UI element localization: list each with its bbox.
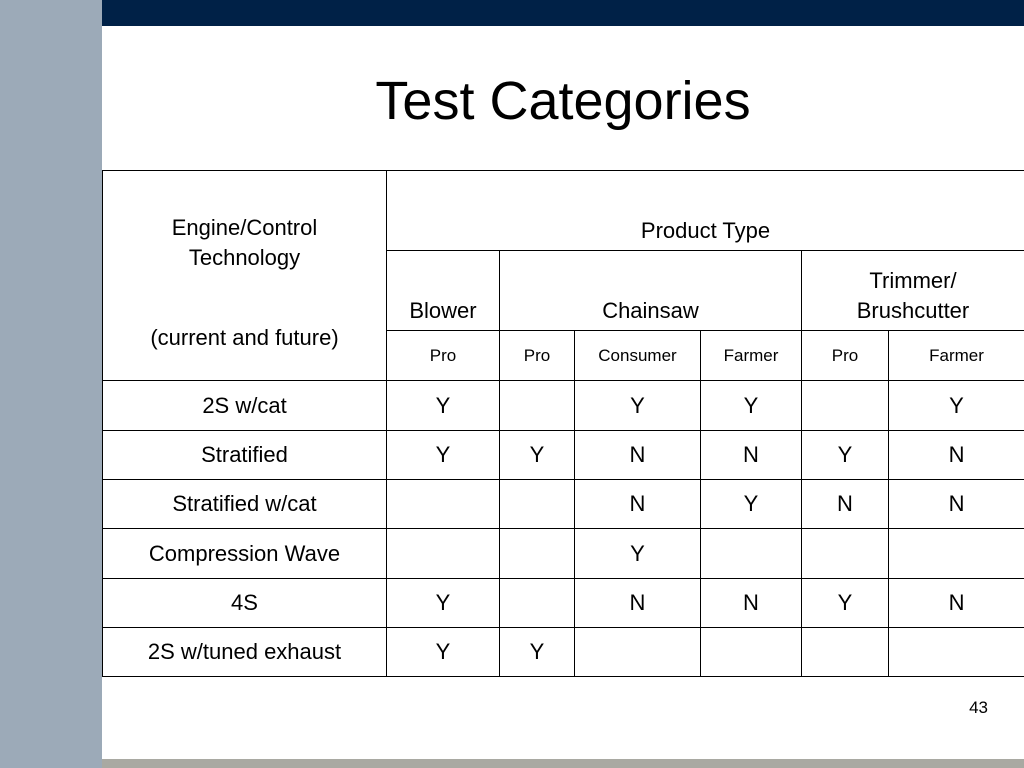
table-cell: Y (500, 628, 575, 677)
table-cell (889, 628, 1024, 677)
top-bar (102, 0, 1024, 26)
table-cell (575, 628, 701, 677)
bottom-bar (102, 759, 1024, 768)
corner-line-1: Engine/Control (171, 214, 318, 240)
table-cell (889, 529, 1024, 579)
row-label: Stratified (103, 431, 387, 480)
table-row (103, 529, 1024, 579)
row-label: 4S (103, 579, 387, 628)
table-row (103, 480, 1024, 529)
table-cell: Y (701, 480, 802, 529)
subcategory-cell: Farmer (889, 331, 1024, 381)
table-cell: Y (701, 381, 802, 431)
table-cell: Y (575, 381, 701, 431)
row-label: Stratified w/cat (103, 480, 387, 529)
table-cell (500, 579, 575, 628)
header-row-product-type (103, 171, 1024, 251)
table-row (103, 431, 1024, 480)
table-cell: N (889, 480, 1024, 529)
product-type-header: Product Type (387, 171, 1024, 251)
corner-line-2: Technology (188, 244, 301, 270)
corner-header-cell (103, 171, 387, 381)
table-cell: N (802, 480, 889, 529)
table-row (103, 579, 1024, 628)
table-cell (387, 480, 500, 529)
table-row (103, 381, 1024, 431)
row-label: Compression Wave (103, 529, 387, 579)
table-cell: N (701, 579, 802, 628)
table-cell: Y (802, 579, 889, 628)
subcategory-cell: Pro (802, 331, 889, 381)
table-cell: N (889, 431, 1024, 480)
table-cell: N (575, 579, 701, 628)
table-cell (701, 628, 802, 677)
side-bar (0, 0, 102, 768)
table-cell: N (575, 480, 701, 529)
row-label: 2S w/tuned exhaust (103, 628, 387, 677)
table-cell (500, 480, 575, 529)
subcategory-cell: Farmer (701, 331, 802, 381)
table-cell (701, 529, 802, 579)
table-cell (802, 381, 889, 431)
category-blower: Blower (387, 251, 500, 331)
subcategory-cell: Pro (387, 331, 500, 381)
table-cell (387, 529, 500, 579)
page-number: 43 (969, 698, 988, 717)
table-cell: Y (802, 431, 889, 480)
corner-line-3: (current and future) (150, 324, 339, 350)
category-chainsaw: Chainsaw (500, 251, 802, 331)
table-cell: Y (387, 628, 500, 677)
table-cell (500, 529, 575, 579)
table-cell: Y (387, 431, 500, 480)
table-cell: Y (500, 431, 575, 480)
table-cell: N (701, 431, 802, 480)
table-cell: Y (387, 579, 500, 628)
test-categories-table (102, 170, 1024, 677)
table-cell: N (889, 579, 1024, 628)
table-cell (802, 628, 889, 677)
table-cell (500, 381, 575, 431)
category-trimmer: Trimmer/ Brushcutter (802, 251, 1024, 331)
row-label: 2S w/cat (103, 381, 387, 431)
subcategory-cell: Pro (500, 331, 575, 381)
slide-title: Test Categories (375, 71, 751, 131)
table-cell: Y (387, 381, 500, 431)
table-cell (802, 529, 889, 579)
table-cell: N (575, 431, 701, 480)
table-cell: Y (889, 381, 1024, 431)
table-cell: Y (575, 529, 701, 579)
table-row (103, 628, 1024, 677)
subcategory-cell: Consumer (575, 331, 701, 381)
